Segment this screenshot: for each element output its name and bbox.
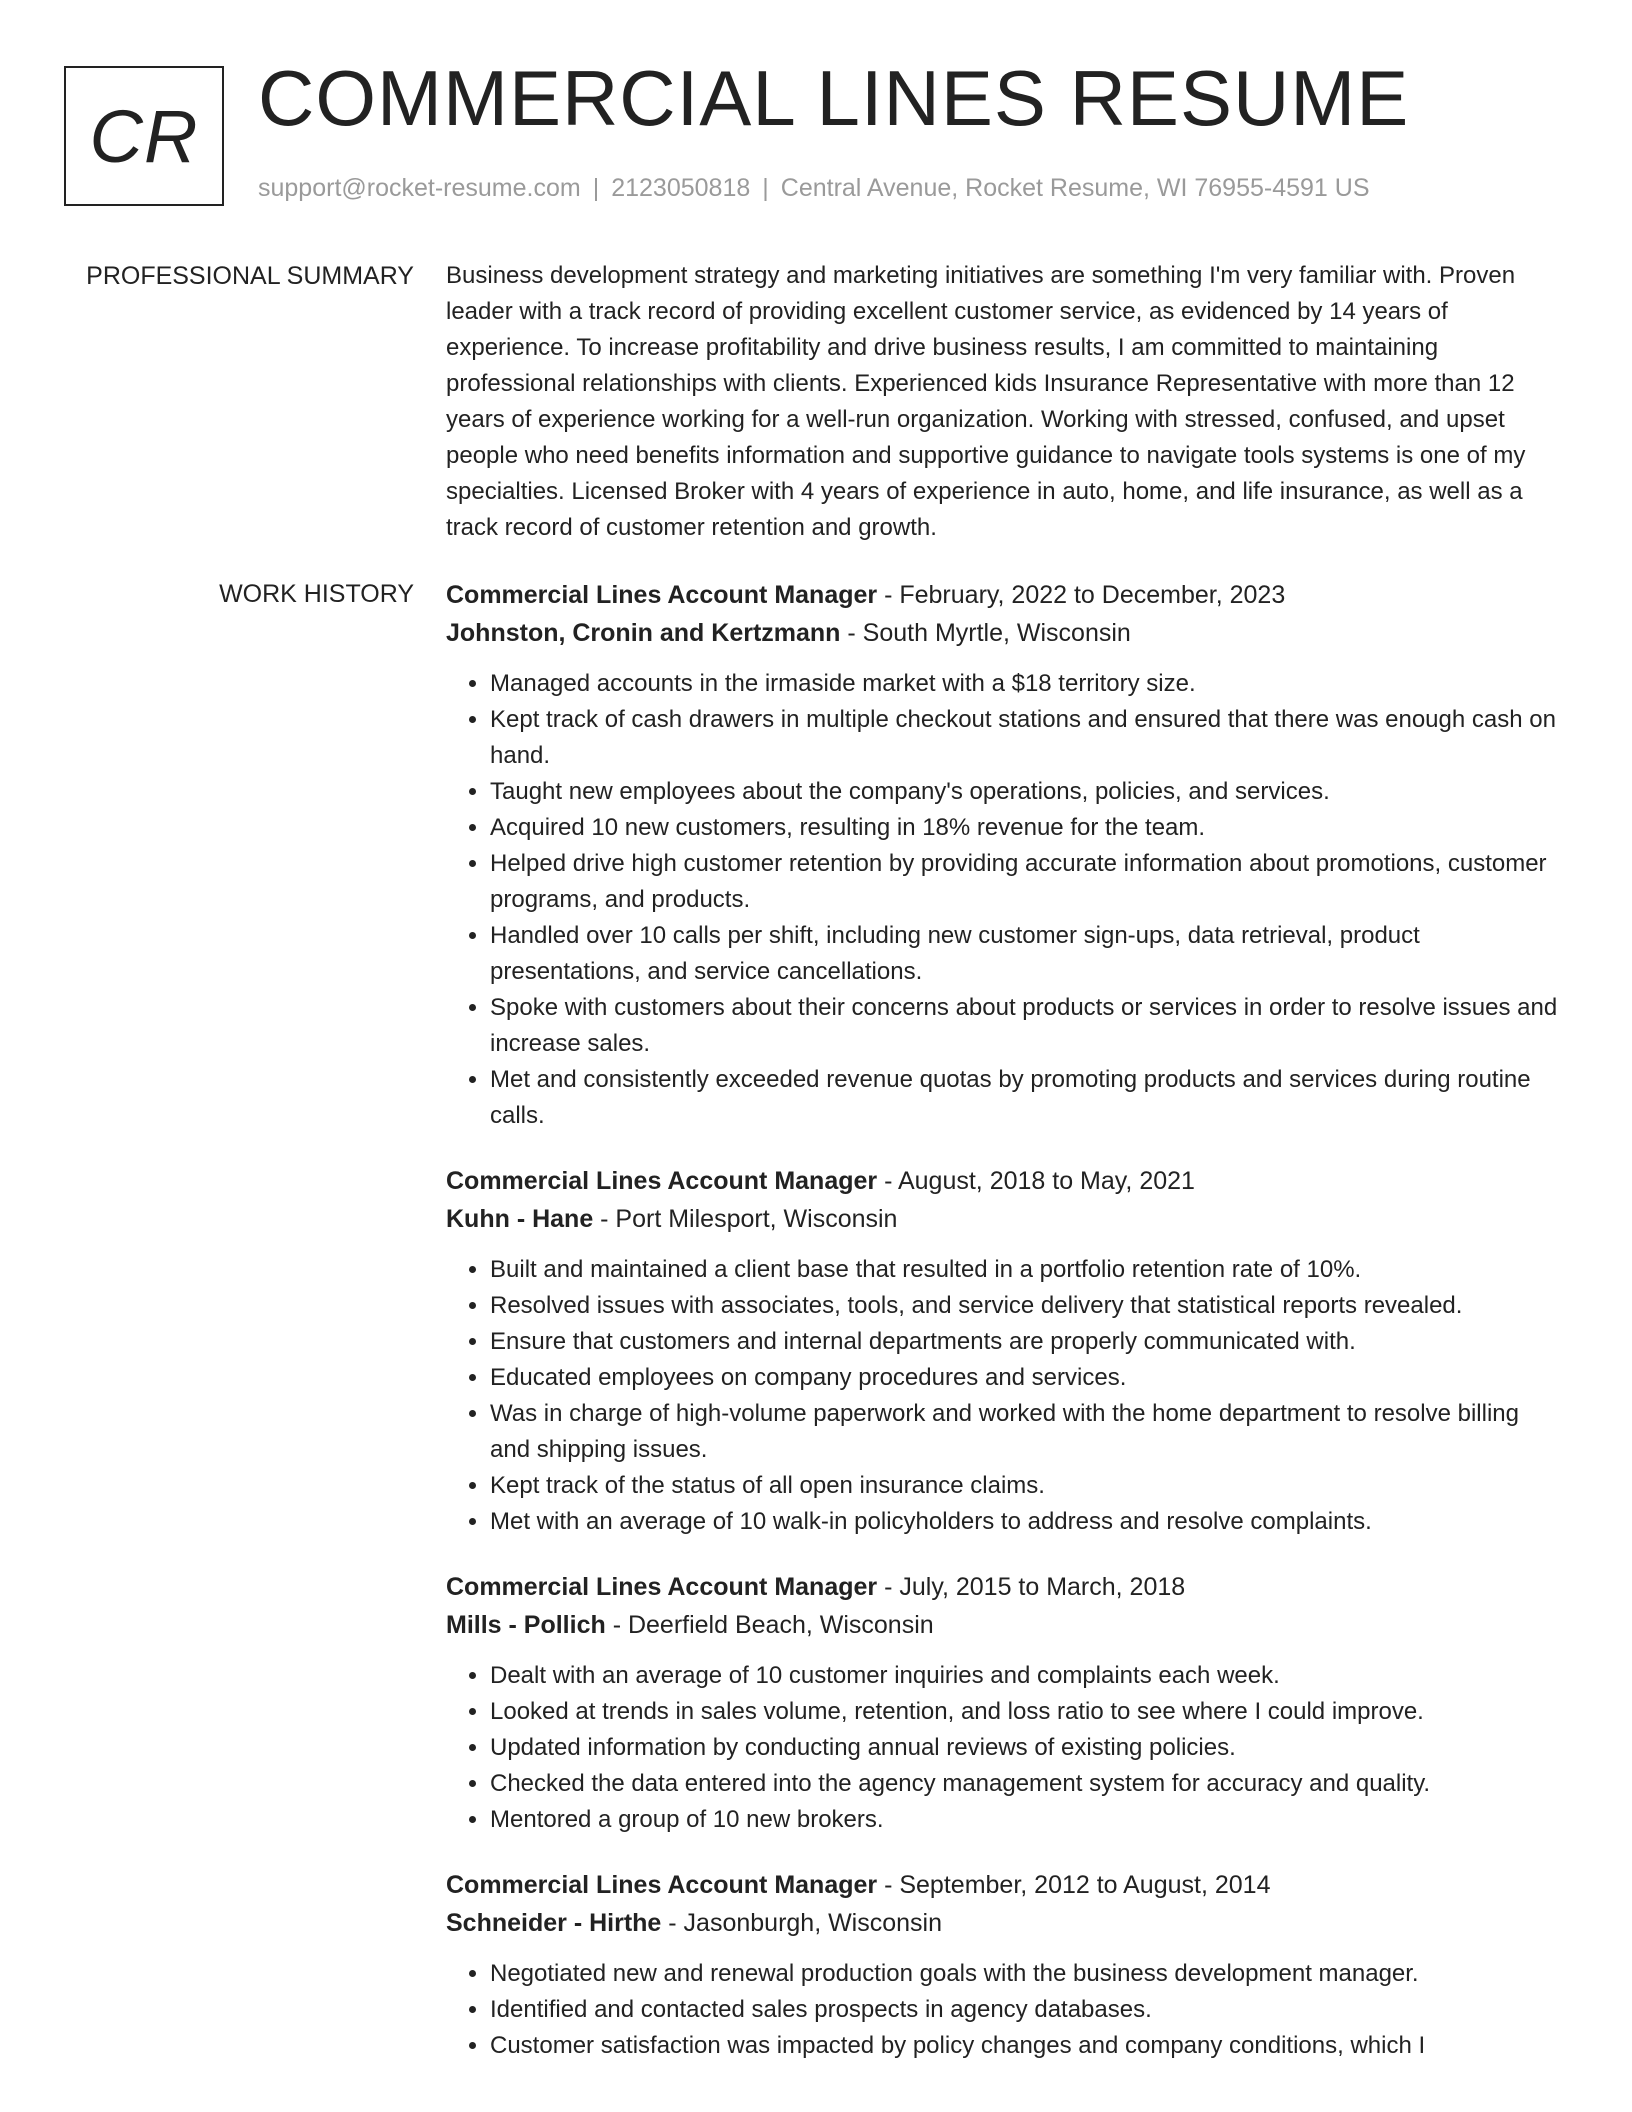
job-dates: - July, 2015 to March, 2018 bbox=[877, 1573, 1186, 1601]
monogram-initials: CR bbox=[89, 94, 199, 178]
job-bullet: • Ensure that customers and internal departments are properly communicated with. bbox=[490, 1324, 1560, 1360]
job-company-line bbox=[446, 614, 1560, 652]
job-entry bbox=[446, 1162, 1560, 1540]
job-company: Johnston, Cronin and Kertzmann bbox=[446, 619, 841, 647]
job-bullet: • Updated information by conducting annual reviews of existing policies. bbox=[490, 1730, 1560, 1766]
job-dates: - August, 2018 to May, 2021 bbox=[877, 1167, 1195, 1195]
job-company-line bbox=[446, 1200, 1560, 1238]
summary-text: Business development strategy and marketing initiatives are something I'm very familiar with. Proven leader with a track record of providing excellent customer service, as evidenced by 14 years of experience. To increase profitability and drive business results, I am committed to maintaining professional relationships with clients. Experienced kids Insurance Representative with more than 12 years of experience working for a well-run organization. Working with stressed, confused, and upset people who need benefits information and supportive guidance to navigate tools systems is one of my specialties. Licensed Broker with 4 years of experience in auto, home, and life insurance, as well as a track record of customer retention and growth. bbox=[446, 262, 1526, 541]
job-bullet: • Kept track of the status of all open insurance claims. bbox=[490, 1468, 1560, 1504]
job-dates: - September, 2012 to August, 2014 bbox=[877, 1871, 1271, 1899]
contact-address: Central Avenue, Rocket Resume, WI 76955-4591 US bbox=[780, 174, 1370, 202]
summary-body bbox=[446, 258, 1560, 546]
job-bullet: • Handled over 10 calls per shift, including new customer sign-ups, data retrieval, product presentations, and service cancellations. bbox=[490, 918, 1560, 990]
job-bullet: • Helped drive high customer retention by providing accurate information about promotions, customer programs, and products. bbox=[490, 846, 1560, 918]
job-title: Commercial Lines Account Manager bbox=[446, 1167, 878, 1195]
job-bullet: • Negotiated new and renewal production goals with the business development manager. bbox=[490, 1956, 1560, 1992]
job-bullet: • Mentored a group of 10 new brokers. bbox=[490, 1802, 1560, 1838]
monogram-box bbox=[64, 66, 224, 206]
contact-email[interactable]: support@rocket-resume.com bbox=[258, 174, 581, 202]
job-bullet: • Customer satisfaction was impacted by policy changes and company conditions, which I bbox=[490, 2028, 1560, 2064]
job-location: - Jasonburgh, Wisconsin bbox=[661, 1909, 943, 1937]
job-bullet: • Kept track of cash drawers in multiple checkout stations and ensured that there was enough cash on hand. bbox=[490, 702, 1560, 774]
job-entry bbox=[446, 1866, 1560, 2064]
job-company: Schneider - Hirthe bbox=[446, 1909, 662, 1937]
job-bullet: • Resolved issues with associates, tools, and service delivery that statistical reports revealed. bbox=[490, 1288, 1560, 1324]
job-dates: - February, 2022 to December, 2023 bbox=[877, 581, 1286, 609]
job-title-line bbox=[446, 1866, 1560, 1904]
job-bullet: • Spoke with customers about their concerns about products or services in order to resolve issues and increase sales. bbox=[490, 990, 1560, 1062]
job-title: Commercial Lines Account Manager bbox=[446, 1871, 878, 1899]
contact-separator: | bbox=[592, 174, 600, 202]
contact-separator: | bbox=[762, 174, 769, 202]
work-history-body bbox=[446, 576, 1560, 2092]
job-bullet: • Identified and contacted sales prospects in agency databases. bbox=[490, 1992, 1560, 2028]
job-bullet: • Checked the data entered into the agency management system for accuracy and quality. bbox=[490, 1766, 1560, 1802]
job-title-line bbox=[446, 1162, 1560, 1200]
job-bullet: • Dealt with an average of 10 customer inquiries and complaints each week. bbox=[490, 1658, 1560, 1694]
job-bullet: • Built and maintained a client base that resulted in a portfolio retention rate of 10%. bbox=[490, 1252, 1560, 1288]
job-entry bbox=[446, 1568, 1560, 1838]
job-location: - Deerfield Beach, Wisconsin bbox=[605, 1611, 934, 1639]
job-bullet-list bbox=[446, 666, 1560, 1134]
job-title: Commercial Lines Account Manager bbox=[446, 1573, 878, 1601]
job-bullet: • Met and consistently exceeded revenue quotas by promoting products and services during routine calls. bbox=[490, 1062, 1560, 1134]
job-entry bbox=[446, 576, 1560, 1134]
job-company-line bbox=[446, 1606, 1560, 1644]
job-bullet: • Taught new employees about the company's operations, policies, and services. bbox=[490, 774, 1560, 810]
section-heading-summary: PROFESSIONAL SUMMARY bbox=[86, 262, 414, 290]
section-heading-work-history: WORK HISTORY bbox=[219, 580, 414, 608]
job-title-line bbox=[446, 576, 1560, 614]
job-bullet: • Educated employees on company procedures and services. bbox=[490, 1360, 1560, 1396]
job-bullet: • Managed accounts in the irmaside market with a $18 territory size. bbox=[490, 666, 1560, 702]
job-bullet: • Was in charge of high-volume paperwork and worked with the home department to resolve billing and shipping issues. bbox=[490, 1396, 1560, 1468]
job-bullet-list bbox=[446, 1956, 1560, 2064]
job-bullet: • Acquired 10 new customers, resulting in 18% revenue for the team. bbox=[490, 810, 1560, 846]
job-bullet-list bbox=[446, 1658, 1560, 1838]
job-company: Kuhn - Hane bbox=[446, 1205, 594, 1233]
job-location: - South Myrtle, Wisconsin bbox=[840, 619, 1131, 647]
resume-title: COMMERCIAL LINES RESUME bbox=[258, 54, 1410, 142]
job-company-line bbox=[446, 1904, 1560, 1942]
contact-phone[interactable]: 2123050818 bbox=[611, 174, 751, 202]
job-bullet: • Looked at trends in sales volume, retention, and loss ratio to see where I could improve. bbox=[490, 1694, 1560, 1730]
job-title-line bbox=[446, 1568, 1560, 1606]
job-title: Commercial Lines Account Manager bbox=[446, 581, 878, 609]
job-company: Mills - Pollich bbox=[446, 1611, 606, 1639]
job-bullet-list bbox=[446, 1252, 1560, 1540]
job-location: - Port Milesport, Wisconsin bbox=[593, 1205, 898, 1233]
contact-line bbox=[258, 174, 1370, 203]
job-bullet: • Met with an average of 10 walk-in policyholders to address and resolve complaints. bbox=[490, 1504, 1560, 1540]
